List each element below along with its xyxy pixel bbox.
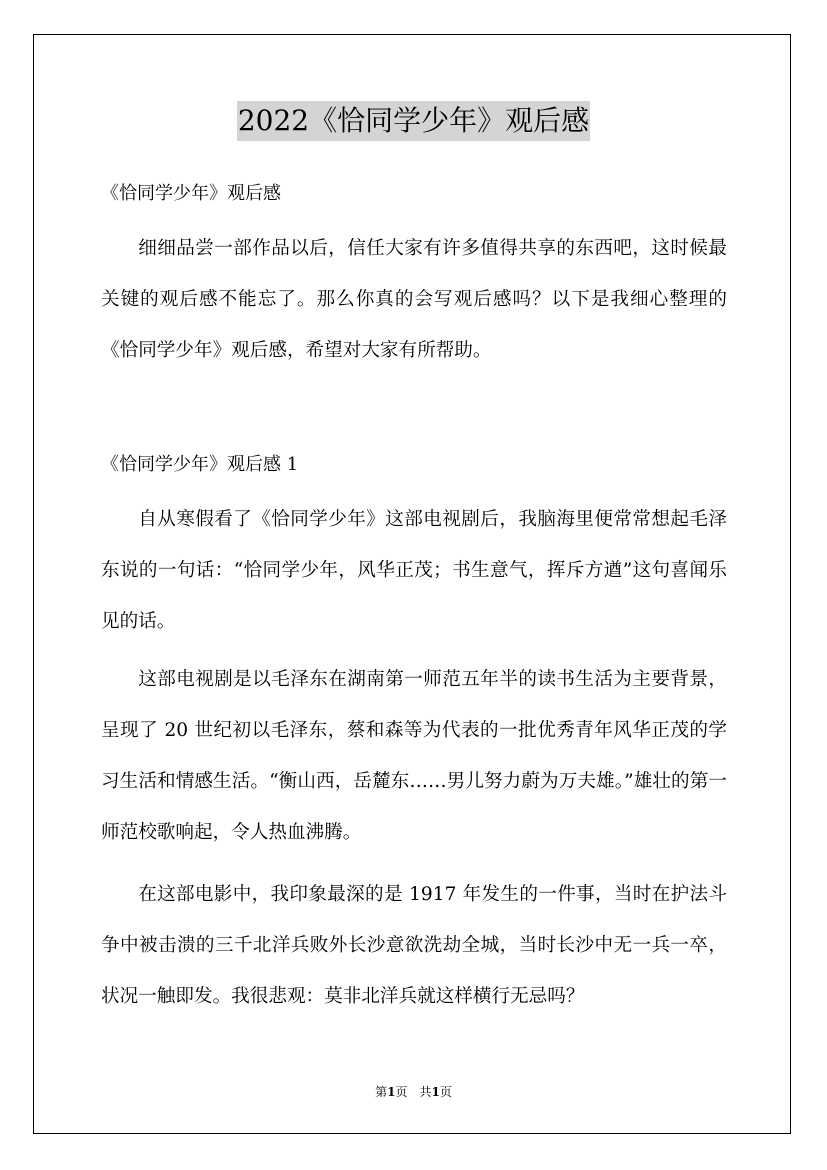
title-container	[0, 101, 827, 141]
footer-page-current: 1	[387, 1085, 396, 1099]
footer-page-prefix: 第	[375, 1085, 388, 1099]
intro-heading: 《恰同学少年》观后感	[101, 183, 281, 204]
footer-page-suffix: 页	[439, 1085, 452, 1099]
body-paragraph: 这部电视剧是以毛泽东在湖南第一师范五年半的读书生活为主要背景，呈现了 20 世纪初以毛泽东，蔡和森等为代表的一批优秀青年风华正茂的学习生活和情感生活。“衡山西，岳麓东……男儿努力蔚为万夫雄。”雄壮的第一师范校歌响起，令人热血沸腾。	[101, 669, 727, 843]
page-footer	[0, 1084, 827, 1100]
intro-paragraph: 细细品尝一部作品以后，信任大家有许多值得共享的东西吧，这时候最关键的观后感不能忘了。那么你真的会写观后感吗？以下是我细心整理的《恰同学少年》观后感，希望对大家有所帮助。	[101, 238, 727, 361]
body-paragraph: 在这部电影中，我印象最深的是 1917 年发生的一件事，当时在护法斗争中被击溃的三千北洋兵败外长沙意欲洗劫全城，当时长沙中无一兵一卒，状况一触即发。我很悲观：莫非北洋兵就这样横行无忌吗？	[101, 884, 727, 1007]
section-heading-1: 《恰同学少年》观后感 1	[101, 454, 299, 475]
body-paragraph: 自从寒假看了《恰同学少年》这部电视剧后，我脑海里便常常想起毛泽东说的一句话：“恰同学少年，风华正茂；书生意气，挥斥方遒”这句喜闻乐见的话。	[101, 509, 727, 632]
document-title: 2022《恰同学少年》观后感	[237, 101, 590, 141]
footer-page-total: 1	[431, 1085, 440, 1099]
footer-page-mid: 页 共	[395, 1085, 432, 1099]
